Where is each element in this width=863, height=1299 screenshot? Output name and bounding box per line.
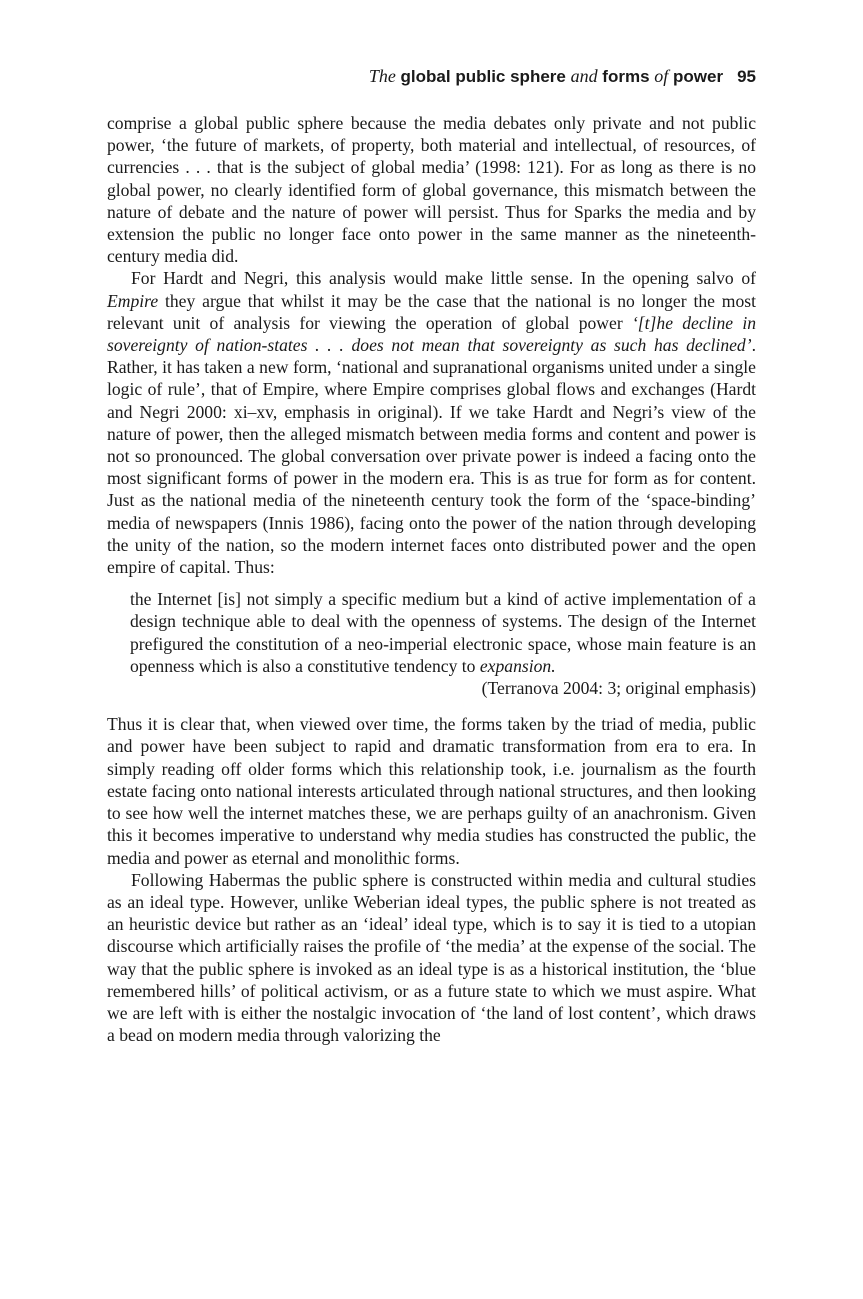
header-title-segment: forms [597,67,655,86]
body-text [107,112,756,1046]
paragraph-4: Following Habermas the public sphere is constructed within media and cultural studies as an ideal type. However, unlike Weberian ideal types, the public sphere is not treated as an heuristic device but rather as an ‘ideal’ ideal type, which is to say it is tied to a utopian discourse which artificially raises the profile of ‘the media’ at the expense of the social. The way that the public sphere is invoked as an ideal type is as a historical institution, the ‘blue remembered hills’ of political activism, or as a future state to which we must aspire. What we are left with is either the nostalgic invocation of ‘the land of lost content’, which draws a bead on modern media through valorizing the [107,869,756,1046]
block-quote-text [130,588,756,677]
paragraph-2-text: For Hardt and Negri, this analysis would make little sense. In the opening salvo of [131,268,756,289]
paragraph-1: comprise a global public sphere because the media debates only private and not public power, ‘the future of markets, of property, both material and intellectual, of resources, of currencies . . . that is the subject of global media’ (1998: 121). For as long as there is no global power, no clearly identified form of global governance, this mismatch between the nature of debate and the nature of power will persist. Thus for Sparks the media and by extension the public no longer face onto power in the same manner as the nineteenth-century media did. [107,113,756,267]
paragraph-2-text: they argue that whilst it may be the case that the national is no longer the most relevant unit of analysis for viewing the operation of global power [107,290,756,333]
paragraph-2 [107,267,756,578]
running-header [369,66,756,87]
header-title-word-of: of [654,66,669,86]
block-quote-citation: (Terranova 2004: 3; original emphasis) [481,678,756,699]
header-title-word-and: and [570,66,598,86]
header-title-segment: global public sphere [395,67,571,86]
header-title-word-the: The [368,66,396,86]
block-quote-body: the Internet [is] not simply a specific medium but a kind of active implementation of a design technique able to deal with the openness of systems. The design of the Internet prefigured the constitution of a neo-imperial electronic space, whose main feature is an openness which is also a constitutive tendency to [130,589,756,676]
header-title-segment: power [668,67,724,86]
book-title-empire: Empire [107,290,159,311]
paragraph-2-text: . Rather, it has taken a new form, ‘national and supranational organisms united under a single logic of rule’, that of Empire, where Empire comprises global flows and exchanges (Hardt and Negri 2000: xi–xv, emphasis in original). If we take Hardt and Negri’s view of the nature of power, then the alleged mismatch between media forms and content and power is not so pronounced. The global conversation over private power is indeed a facing onto the most significant forms of power in the modern era. This is as true for form as for content. Just as the national media of the nineteenth century took the form of the ‘space-binding’ media of newspapers (Innis 1986), facing onto the power of the nation through developing the unity of the nation, so the modern internet faces onto distributed power and the open empire of capital. Thus: [107,335,756,578]
paragraph-3: Thus it is clear that, when viewed over time, the forms taken by the triad of media, public and power have been subject to rapid and dramatic transformation from era to era. In simply reading off older forms which this relationship took, i.e. journalism as the fourth estate facing onto national interests articulated through national structures, and then looking to see how well the internet matches these, we are perhaps guilty of an anachronism. Given this it becomes imperative to understand why media studies has constructed the public, the media and power as eternal and monolithic forms. [107,714,756,868]
block-quote-emphasis: expansion. [479,655,556,676]
page-number: 95 [737,67,756,86]
block-quote [130,588,756,699]
italic-quotation: ‘[t]he decline in sovereignty of nation-states . . . does not mean that sovereignty as such has declined’ [107,312,756,356]
